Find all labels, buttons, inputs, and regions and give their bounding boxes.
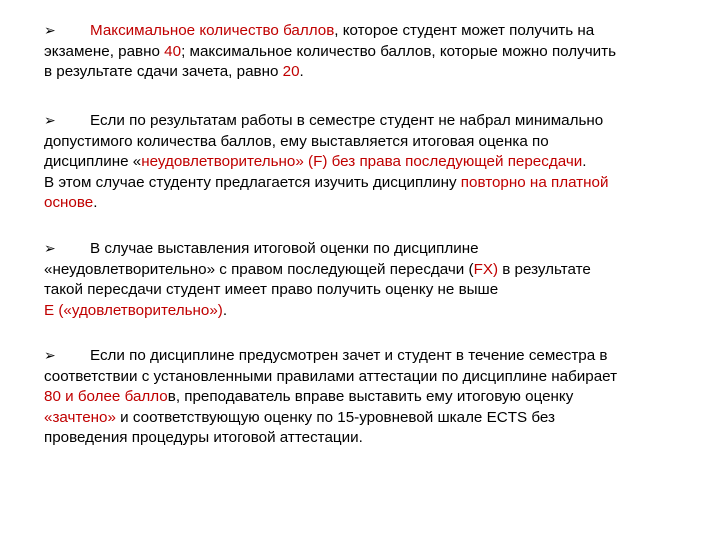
- body-text: проведения процедуры итоговой аттестации.: [44, 429, 363, 446]
- body-text: такой пересдачи студент имеет право получить оценку не выше: [44, 281, 499, 298]
- body-text: Если по дисциплине предусмотрен зачет и студент в течение семестра в: [90, 347, 608, 364]
- body-text: .: [582, 153, 587, 170]
- text-line: [44, 301, 674, 322]
- body-text: ; максимальное количество баллов, которые можно получить: [181, 42, 617, 60]
- highlighted-text: 80 и более балло: [44, 388, 168, 405]
- arrow-bullet-icon: ➢: [44, 22, 56, 38]
- text-line: [44, 193, 674, 214]
- body-text: , которое студент может получить на: [334, 22, 595, 39]
- text-line: [44, 260, 674, 281]
- body-text: в результате: [498, 260, 591, 278]
- body-text: дисциплине «: [44, 153, 142, 170]
- highlighted-text: «зачтено»: [44, 408, 116, 426]
- arrow-bullet-icon: ➢: [44, 112, 56, 128]
- body-text: .: [222, 301, 228, 319]
- highlighted-text: Е («удовлетворительно»): [44, 301, 223, 319]
- text-line: [44, 408, 674, 429]
- body-text: .: [299, 63, 304, 80]
- body-text: экзамене, равно: [44, 42, 165, 60]
- text-line: [44, 20, 674, 42]
- paragraph-max-points: [44, 20, 674, 83]
- highlighted-text: неудовлетворительно» (F) без права последующей пересдачи: [141, 153, 583, 170]
- text-line: [44, 238, 674, 260]
- body-text: Если по результатам работы в семестре студент не набрал минимально: [90, 112, 604, 129]
- body-text: В этом случае студенту предлагается изучить дисциплину: [44, 173, 461, 191]
- arrow-bullet-icon: ➢: [44, 240, 56, 256]
- text-line: [44, 62, 674, 83]
- highlighted-text: повторно на платной: [460, 173, 609, 191]
- text-line: [44, 280, 674, 301]
- highlighted-text: Максимальное количество баллов: [90, 22, 335, 39]
- text-line: [44, 110, 674, 132]
- body-text: .: [93, 194, 98, 211]
- text-line: [44, 367, 674, 388]
- text-line: [44, 152, 674, 173]
- text-line: [44, 345, 674, 367]
- text-line: [44, 428, 674, 449]
- highlighted-text: FX): [473, 260, 499, 278]
- highlighted-text: 40: [164, 42, 182, 60]
- paragraph-fx-retake: [44, 238, 674, 321]
- text-line: [44, 132, 674, 153]
- paragraph-fail-no-retake: [44, 110, 674, 214]
- text-line: [44, 42, 674, 63]
- body-text: В случае выставления итоговой оценки по дисциплине: [90, 240, 479, 257]
- body-text: «неудовлетворительно» с правом последующей пересдачи (: [44, 260, 474, 278]
- highlighted-text: 20: [282, 63, 300, 80]
- paragraph-credit-80-points: [44, 345, 674, 449]
- text-line: [44, 387, 674, 408]
- highlighted-text: основе: [44, 194, 94, 211]
- body-text: соответствии с установленными правилами аттестации по дисциплине набирает: [44, 367, 618, 385]
- body-text: в результате сдачи зачета, равно: [44, 63, 283, 80]
- body-text: и соответствующую оценку по 15-уровневой шкале ECTS без: [115, 408, 555, 426]
- text-line: [44, 173, 674, 194]
- arrow-bullet-icon: ➢: [44, 347, 56, 363]
- body-text: допустимого количества баллов, ему выставляется итоговая оценка по: [44, 132, 549, 150]
- body-text: в, преподаватель вправе выставить ему итоговую оценку: [167, 388, 574, 405]
